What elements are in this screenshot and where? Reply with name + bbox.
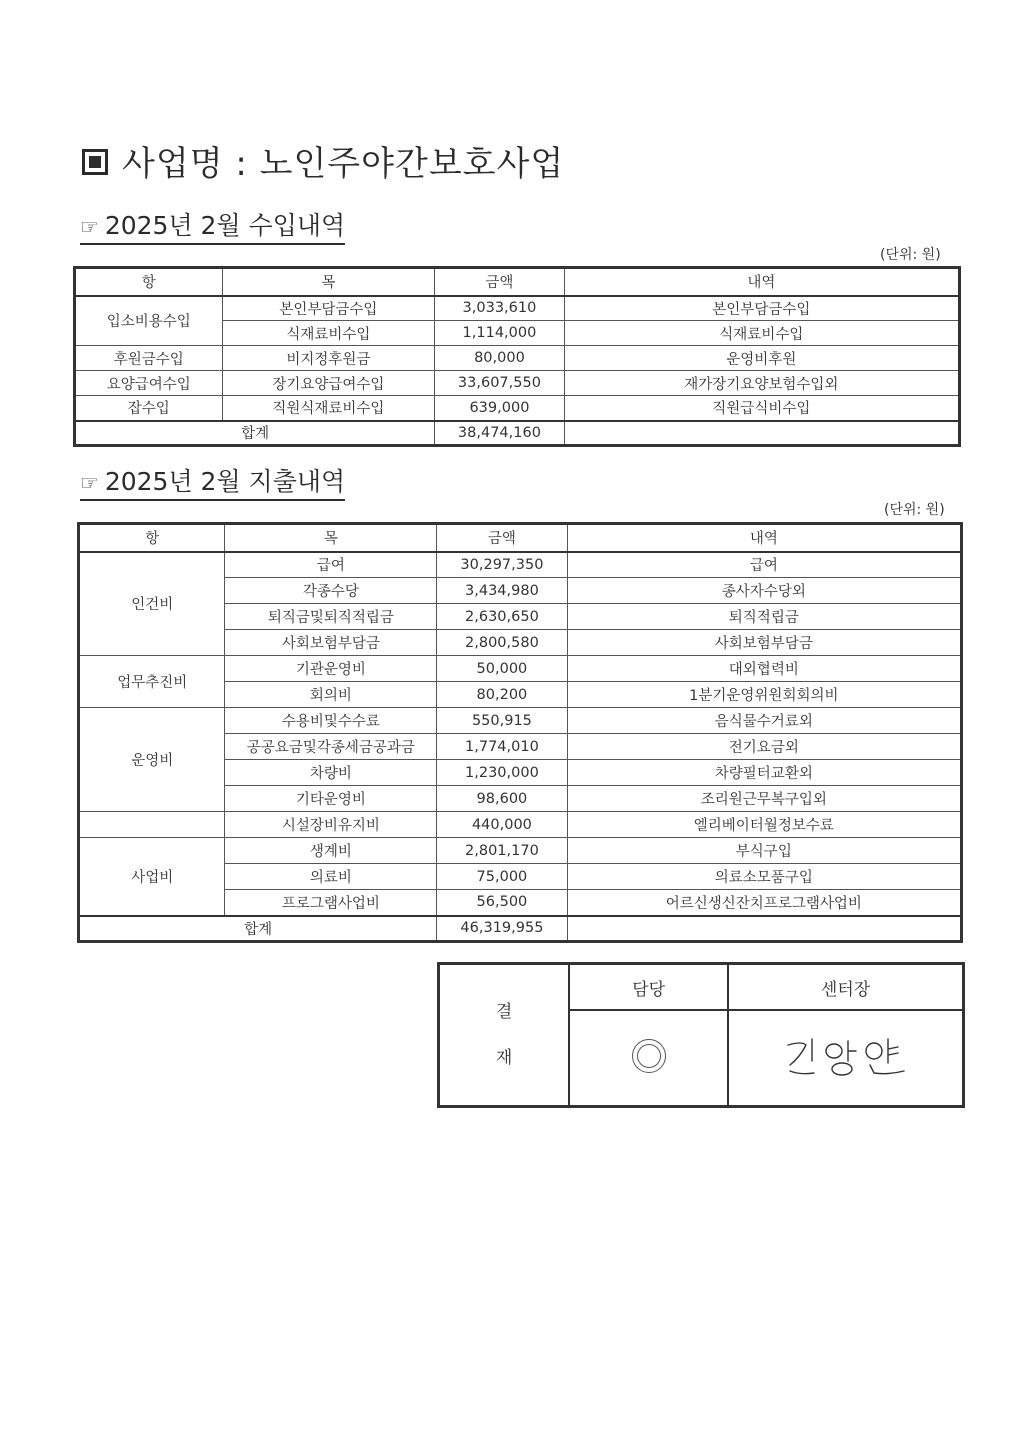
expense-mok-cell: 각종수당 [225, 578, 437, 604]
expense-total-label: 합계 [79, 916, 437, 942]
expense-amount-cell: 98,600 [437, 786, 567, 812]
income-total-label: 합계 [75, 421, 435, 446]
expense-mok-cell: 수용비및수수료 [225, 708, 437, 734]
expense-row [79, 552, 962, 578]
expense-mok-cell: 공공요금및각종세금공과금 [225, 734, 437, 760]
pointing-hand-icon: ☞ [80, 215, 99, 239]
expense-detail-cell: 사회보험부담금 [567, 630, 961, 656]
approval-label-bottom: 재 [495, 1048, 513, 1068]
income-header-detail: 내역 [564, 268, 959, 296]
income-detail-cell: 식재료비수입 [564, 321, 959, 346]
expense-mok-cell: 회의비 [225, 682, 437, 708]
page-title-text: 사업명 : 노인주야간보호사업 [122, 144, 565, 184]
income-amount-cell: 33,607,550 [435, 371, 564, 396]
approval-label-cell [439, 964, 570, 1107]
expense-row [79, 838, 962, 864]
expense-detail-cell: 차량필터교환외 [567, 760, 961, 786]
income-amount-cell: 1,114,000 [435, 321, 564, 346]
expense-detail-cell: 엘리베이터월정보수료 [567, 812, 961, 838]
income-header-amount: 금액 [435, 268, 564, 296]
manager-sign-cell [569, 1010, 728, 1107]
expense-detail-cell: 어르신생신잔치프로그램사업비 [567, 890, 961, 916]
income-row [75, 371, 960, 396]
expense-row [79, 812, 962, 838]
expense-header-amount: 금액 [437, 524, 567, 552]
expense-detail-cell: 부식구입 [567, 838, 961, 864]
income-total-row [75, 421, 960, 446]
expense-mok-cell: 기관운영비 [225, 656, 437, 682]
expense-amount-cell: 1,230,000 [437, 760, 567, 786]
manager-label: 담당 [569, 964, 728, 1011]
approval-label-top: 결 [495, 1002, 513, 1022]
expense-total-detail [567, 916, 961, 942]
income-row [75, 346, 960, 371]
income-heading-text: 2025년 2월 수입내역 [104, 211, 346, 240]
expense-total-row [79, 916, 962, 942]
expense-header-detail: 내역 [567, 524, 961, 552]
expense-amount-cell: 56,500 [437, 890, 567, 916]
income-header-row [75, 268, 960, 296]
income-header-hang: 항 [75, 268, 223, 296]
expense-amount-cell: 30,297,350 [437, 552, 567, 578]
expense-heading-text: 2025년 2월 지출내역 [104, 467, 346, 496]
income-total-detail [564, 421, 959, 446]
expense-amount-cell: 440,000 [437, 812, 567, 838]
expense-hang-cell: 운영비 [79, 708, 225, 812]
expense-detail-cell: 대외협력비 [567, 656, 961, 682]
expense-amount-cell: 75,000 [437, 864, 567, 890]
expense-detail-cell: 전기요금외 [567, 734, 961, 760]
income-hang-cell: 후원금수입 [75, 346, 223, 371]
income-row [75, 296, 960, 321]
income-detail-cell: 직원급식비수입 [564, 396, 959, 421]
expense-row [79, 708, 962, 734]
income-mok-cell: 비지정후원금 [222, 346, 435, 371]
expense-header-row [79, 524, 962, 552]
income-unit-label: (단위: 원) [880, 247, 941, 263]
expense-amount-cell: 2,630,650 [437, 604, 567, 630]
expense-header-mok: 목 [225, 524, 437, 552]
expense-heading [80, 462, 345, 501]
expense-mok-cell: 기타운영비 [225, 786, 437, 812]
director-signature [776, 1031, 916, 1081]
income-detail-cell: 운영비후원 [564, 346, 959, 371]
income-detail-cell: 재가장기요양보험수입외 [564, 371, 959, 396]
income-amount-cell: 639,000 [435, 396, 564, 421]
income-total-amount: 38,474,160 [435, 421, 564, 446]
income-table [73, 266, 961, 447]
income-hang-cell: 잡수입 [75, 396, 223, 421]
income-hang-cell: 요양급여수입 [75, 371, 223, 396]
income-heading [80, 206, 345, 245]
expense-mok-cell: 생계비 [225, 838, 437, 864]
expense-total-amount: 46,319,955 [437, 916, 567, 942]
income-detail-cell: 본인부담금수입 [564, 296, 959, 321]
expense-amount-cell: 550,915 [437, 708, 567, 734]
expense-hang-cell: 사업비 [79, 838, 225, 916]
expense-unit-label: (단위: 원) [884, 502, 945, 518]
income-hang-cell: 입소비용수입 [75, 296, 223, 346]
director-sign-cell [728, 1010, 963, 1107]
expense-amount-cell: 80,200 [437, 682, 567, 708]
income-mok-cell: 직원식재료비수입 [222, 396, 435, 421]
seal-stamp-icon [632, 1039, 666, 1073]
expense-mok-cell: 차량비 [225, 760, 437, 786]
income-mok-cell: 본인부담금수입 [222, 296, 435, 321]
expense-detail-cell: 종사자수당외 [567, 578, 961, 604]
expense-header-hang: 항 [79, 524, 225, 552]
income-amount-cell: 3,033,610 [435, 296, 564, 321]
director-label: 센터장 [728, 964, 963, 1011]
expense-row [79, 656, 962, 682]
expense-hang-cell: 업무추진비 [79, 656, 225, 708]
expense-mok-cell: 프로그램사업비 [225, 890, 437, 916]
income-amount-cell: 80,000 [435, 346, 564, 371]
pointing-hand-icon: ☞ [80, 471, 99, 495]
expense-detail-cell: 급여 [567, 552, 961, 578]
expense-mok-cell: 퇴직금및퇴직적립금 [225, 604, 437, 630]
expense-detail-cell: 음식물수거료외 [567, 708, 961, 734]
expense-mok-cell: 급여 [225, 552, 437, 578]
expense-detail-cell: 조리원근무복구입외 [567, 786, 961, 812]
expense-detail-cell: 1분기운영위원회회의비 [567, 682, 961, 708]
expense-amount-cell: 2,800,580 [437, 630, 567, 656]
expense-mok-cell: 의료비 [225, 864, 437, 890]
expense-amount-cell: 1,774,010 [437, 734, 567, 760]
square-bullet-icon [82, 149, 108, 175]
expense-mok-cell: 사회보험부담금 [225, 630, 437, 656]
expense-amount-cell: 50,000 [437, 656, 567, 682]
expense-amount-cell: 3,434,980 [437, 578, 567, 604]
expense-detail-cell: 퇴직적립금 [567, 604, 961, 630]
expense-mok-cell: 시설장비유지비 [225, 812, 437, 838]
income-mok-cell: 식재료비수입 [222, 321, 435, 346]
income-header-mok: 목 [222, 268, 435, 296]
expense-hang-cell [79, 812, 225, 838]
approval-box [437, 962, 965, 1108]
expense-detail-cell: 의료소모품구입 [567, 864, 961, 890]
expense-table [77, 522, 963, 943]
income-mok-cell: 장기요양급여수입 [222, 371, 435, 396]
page-title [82, 136, 564, 185]
expense-amount-cell: 2,801,170 [437, 838, 567, 864]
income-row [75, 396, 960, 421]
expense-hang-cell: 인건비 [79, 552, 225, 656]
